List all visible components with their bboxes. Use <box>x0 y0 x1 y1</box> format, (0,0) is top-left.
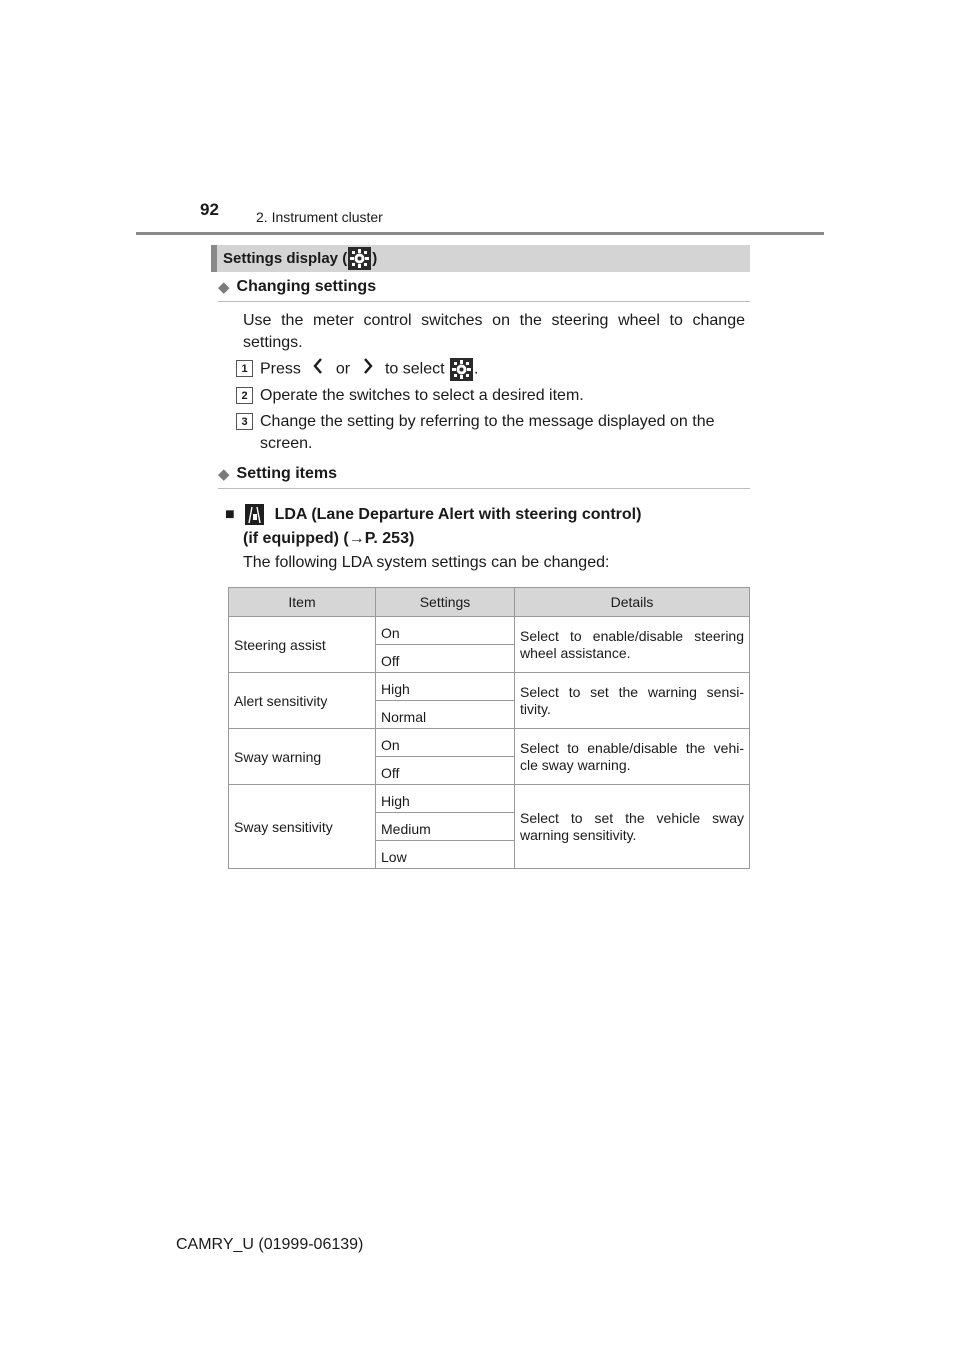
table-header-row <box>229 588 750 617</box>
step-1-press: Press <box>260 360 301 378</box>
step-number-2: 2 <box>236 387 253 404</box>
lda-heading <box>225 503 641 527</box>
diamond-bullet-icon: ◆ <box>218 466 230 483</box>
setting-cell: Off <box>376 757 515 785</box>
header-details: Details <box>515 588 750 617</box>
item-cell: Alert sensitivity <box>229 673 376 729</box>
item-cell: Sway warning <box>229 729 376 785</box>
chevron-right-icon <box>363 358 373 381</box>
setting-items-rule <box>218 488 750 489</box>
table-row <box>229 617 750 645</box>
header-item: Item <box>229 588 376 617</box>
setting-cell: Normal <box>376 701 515 729</box>
step-1-text <box>260 358 746 381</box>
settings-display-heading <box>211 245 750 272</box>
table-row <box>229 729 750 757</box>
changing-settings-intro: Use the meter control switches on the steering wheel to change settings. <box>243 312 745 351</box>
item-cell: Steering assist <box>229 617 376 673</box>
step-number-3: 3 <box>236 413 253 430</box>
setting-cell: Off <box>376 645 515 673</box>
table-row <box>229 673 750 701</box>
section-header: 2. Instrument cluster <box>256 209 383 225</box>
lane-departure-icon <box>245 504 264 525</box>
changing-settings-title: Changing settings <box>236 278 377 295</box>
details-cell: Select to set the vehicle sway warning sensitivity. <box>515 785 750 869</box>
table-row <box>229 785 750 813</box>
setting-cell: Medium <box>376 813 515 841</box>
diamond-bullet-icon: ◆ <box>218 279 230 296</box>
header-settings: Settings <box>376 588 515 617</box>
lda-settings-table <box>228 587 750 869</box>
setting-cell: On <box>376 729 515 757</box>
lda-page-ref[interactable]: P. 253) <box>364 530 415 547</box>
step-1-or: or <box>335 360 351 378</box>
step-2-text: Operate the switches to select a desired item. <box>260 387 584 404</box>
lda-heading-line2 <box>243 527 414 551</box>
step-1-end: . <box>474 360 479 378</box>
settings-bar-prefix: Settings display ( <box>223 250 348 267</box>
page-number: 92 <box>200 200 219 219</box>
settings-bar-suffix: ) <box>372 250 378 267</box>
step-1-to-select: to select <box>384 360 445 378</box>
setting-cell: Low <box>376 841 515 869</box>
setting-cell: On <box>376 617 515 645</box>
details-cell: Select to enable/disable the vehi-cle sway warning. <box>515 729 750 785</box>
setting-cell: High <box>376 785 515 813</box>
details-cell: Select to enable/disable steering wheel assistance. <box>515 617 750 673</box>
lda-intro: The following LDA system settings can be changed: <box>243 554 610 571</box>
step-3-text: Change the setting by referring to the message displayed on the screen. <box>260 413 715 452</box>
lda-title: LDA (Lane Departure Alert with steering control) <box>274 506 642 523</box>
chevron-left-icon <box>313 358 323 381</box>
details-cell: Select to set the warning sensi-tivity. <box>515 673 750 729</box>
setting-items-title: Setting items <box>236 465 338 482</box>
header-rule <box>136 232 824 235</box>
item-cell: Sway sensitivity <box>229 785 376 869</box>
gear-icon <box>348 247 371 270</box>
arrow-icon: → <box>348 530 365 547</box>
lda-if-equipped: (if equipped) ( <box>243 530 349 547</box>
gear-icon <box>450 358 473 381</box>
setting-items-heading <box>218 465 337 483</box>
square-bullet-icon: ■ <box>225 506 235 523</box>
footer-model-code: CAMRY_U (01999-06139) <box>176 1236 364 1253</box>
changing-settings-rule <box>218 301 750 302</box>
setting-cell: High <box>376 673 515 701</box>
changing-settings-heading <box>218 278 376 296</box>
step-number-1: 1 <box>236 360 253 377</box>
